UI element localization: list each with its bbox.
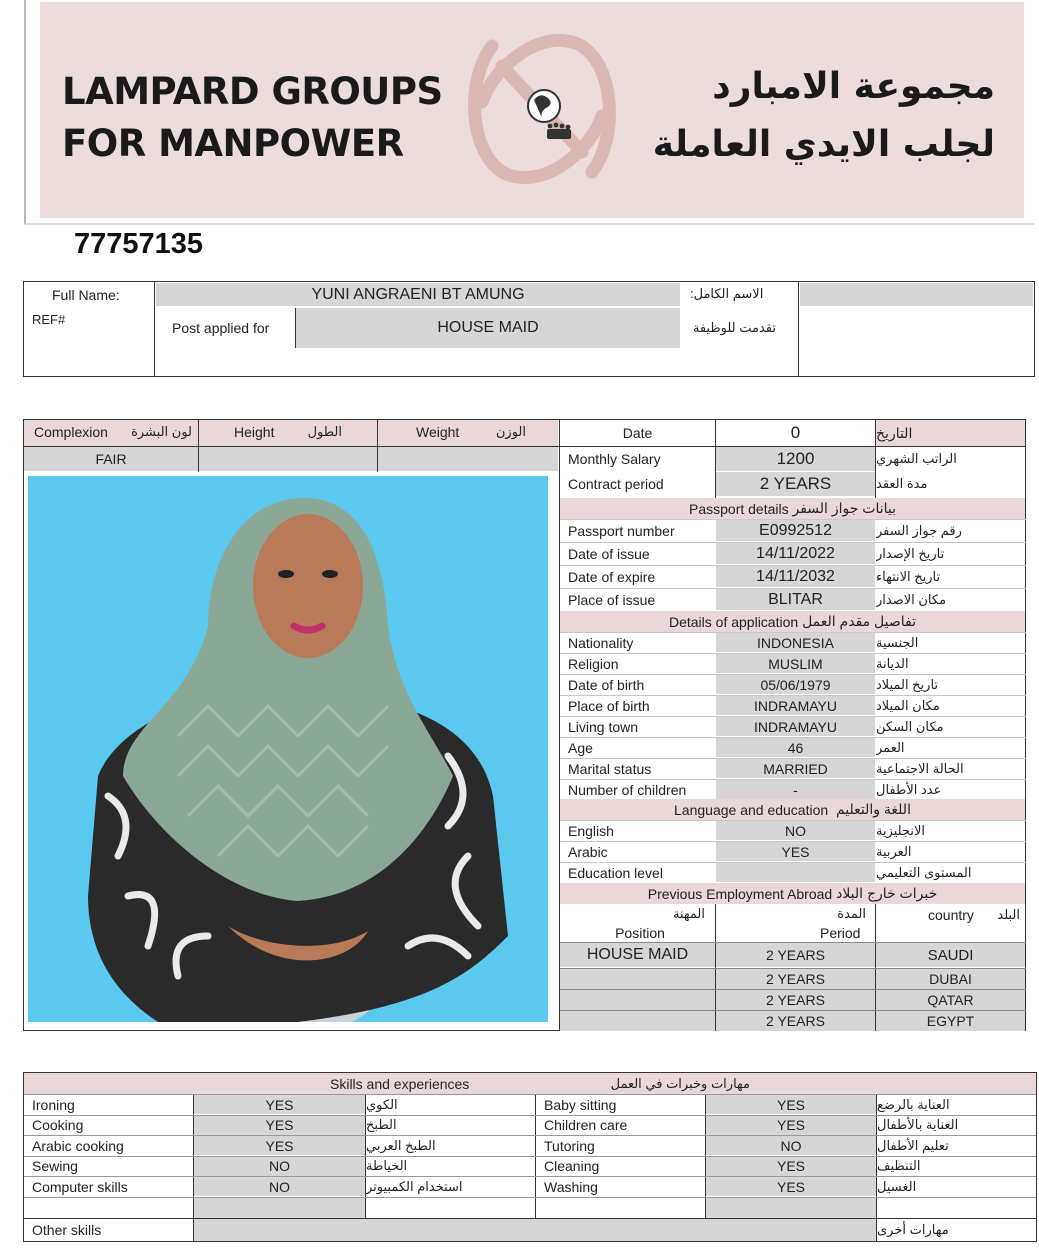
row-value: -: [716, 780, 875, 799]
period-label-emp: Period: [820, 925, 861, 941]
skill-label: Washing: [544, 1178, 598, 1195]
salary-label-ar: الراتب الشهري: [876, 451, 957, 466]
skill-label-ar: الطبخ العربي: [366, 1137, 436, 1153]
row-label: Passport number: [568, 522, 675, 539]
skill-value: YES: [706, 1095, 876, 1114]
row-label-ar: مكان الميلاد: [876, 697, 940, 713]
employment-country: QATAR: [876, 990, 1025, 1010]
skill-value: NO: [706, 1136, 876, 1155]
applicant-photo: [28, 476, 548, 1022]
language-section-title: Language and education اللغة والتعليم: [560, 799, 1025, 820]
reference-number: 77757135: [74, 228, 204, 260]
row-label: Number of children: [568, 781, 687, 798]
skill-label-ar: الطبخ: [366, 1117, 397, 1133]
row-label-ar: تاريخ الميلاد: [876, 676, 939, 692]
skill-label: Sewing: [32, 1158, 78, 1175]
row-value: INDRAMAYU: [716, 696, 875, 715]
skill-value: NO: [194, 1177, 365, 1196]
skill-label: Children care: [544, 1117, 628, 1134]
row-label-ar: مكان السكن: [876, 718, 944, 734]
row-label-ar: المستوى التعليمي: [876, 864, 972, 880]
row-value: INDONESIA: [716, 633, 875, 652]
skill-label: Computer skills: [32, 1178, 128, 1195]
period-label-ar-emp: المدة: [837, 905, 866, 921]
complexion-label: Complexion: [34, 424, 108, 440]
employment-period: 2 YEARS: [716, 943, 875, 967]
row-label-ar: رقم جواز السفر: [876, 522, 962, 538]
date-value: 0: [790, 423, 801, 442]
row-label-ar: العمر: [876, 739, 905, 755]
full-name-value: YUNI ANGRAENI BT AMUNG: [156, 283, 680, 306]
row-value: 46: [716, 738, 875, 757]
row-label-ar: الجنسية: [876, 634, 919, 650]
ref-label: REF#: [32, 311, 66, 327]
skill-label-ar: الخياطة: [366, 1158, 408, 1174]
row-label: Age: [568, 739, 593, 756]
row-value: INDRAMAYU: [716, 717, 875, 736]
row-value: 05/06/1979: [716, 675, 875, 694]
skill-value: YES: [706, 1116, 876, 1135]
skill-value: YES: [194, 1095, 365, 1114]
skill-label: Baby sitting: [544, 1096, 617, 1113]
skill-label: Cleaning: [544, 1158, 600, 1175]
complexion-label-ar: لون البشرة: [131, 424, 192, 439]
row-label: Education level: [568, 864, 663, 881]
row-label-ar: العربية: [876, 843, 912, 859]
employment-period: 2 YEARS: [716, 990, 875, 1010]
row-value: NO: [716, 821, 875, 840]
other-skills-label: Other skills: [32, 1222, 102, 1238]
skill-label: Tutoring: [544, 1137, 595, 1154]
period-label-ar: مدة العقد: [876, 476, 928, 491]
skill-label: Cooking: [32, 1117, 84, 1134]
height-value: [199, 447, 377, 471]
row-label-ar: الديانة: [876, 655, 909, 671]
full-name-label: Full Name:: [52, 287, 120, 303]
skill-label-ar: تعليم الأطفال: [877, 1137, 949, 1153]
period-value: 2 YEARS: [716, 472, 875, 496]
row-label-ar: مكان الاصدار: [876, 591, 947, 607]
applicant-section-title: Details of application تفاصيل مقدم العمل: [560, 611, 1025, 632]
row-label: Place of issue: [568, 591, 656, 608]
employment-country: EGYPT: [876, 1011, 1025, 1031]
post-label: Post applied for: [172, 320, 270, 336]
skills-title: Skills and experiences: [330, 1075, 470, 1092]
skill-label-ar: استخدام الكمبيوتر: [366, 1178, 463, 1194]
row-value: MUSLIM: [716, 654, 875, 673]
row-value: YES: [716, 842, 875, 861]
post-label-ar: تقدمت للوظيفة: [692, 320, 776, 335]
employment-country: DUBAI: [876, 969, 1025, 989]
full-name-label-ar: الاسم الكامل:: [690, 286, 764, 301]
row-label: Arabic: [568, 843, 608, 860]
employment-country: SAUDI: [876, 943, 1025, 967]
skill-label-ar: الغسيل: [877, 1178, 917, 1194]
row-value: [716, 863, 875, 882]
skill-label-ar: العناية بالرضع: [877, 1096, 950, 1112]
skill-label-ar: الكوي: [366, 1096, 398, 1112]
skill-label-ar: التنظيف: [877, 1158, 921, 1174]
row-value: MARRIED: [716, 759, 875, 778]
employment-position: [560, 1011, 715, 1031]
skill-label: Ironing: [32, 1096, 75, 1113]
skill-value: YES: [706, 1157, 876, 1176]
country-label-ar: البلد: [997, 907, 1020, 922]
weight-label-ar: الوزن: [495, 424, 526, 439]
row-label: Marital status: [568, 760, 652, 777]
skill-value: YES: [706, 1177, 876, 1196]
skill-label-ar: العناية بالأطفال: [877, 1117, 959, 1133]
company-name-ar: مجموعة الامبارد لجلب الايدي العاملة: [652, 66, 995, 165]
skill-label: Arabic cooking: [32, 1137, 124, 1154]
row-label: Nationality: [568, 634, 634, 651]
date-label-ar: التاريخ: [876, 420, 1025, 446]
other-skills-value: [194, 1219, 876, 1241]
row-label-ar: تاريخ الانتهاء: [876, 568, 941, 584]
employment-period: 2 YEARS: [716, 969, 875, 989]
complexion-value: FAIR: [24, 447, 198, 471]
height-label-ar: الطول: [307, 424, 342, 439]
salary-label: Monthly Salary: [568, 451, 661, 467]
position-label: Position: [615, 925, 665, 941]
row-label: English: [568, 822, 614, 839]
row-label-ar: الانجليزية: [876, 822, 926, 838]
position-label-ar: المهنة: [673, 905, 705, 921]
employment-position: HOUSE MAID: [560, 943, 715, 967]
post-value: HOUSE MAID: [296, 308, 680, 348]
row-label-ar: الحالة الاجتماعية: [876, 760, 964, 776]
row-label-ar: تاريخ الإصدار: [876, 545, 945, 561]
employment-section-title: Previous Employment Abroad خبرات خارج البلاد: [560, 883, 1025, 904]
row-value: 14/11/2022: [716, 543, 875, 564]
row-label: Date of birth: [568, 676, 645, 693]
country-label: country: [928, 907, 974, 923]
row-value: BLITAR: [716, 589, 875, 610]
company-name-en: LAMPARD GROUPS FOR MANPOWER: [62, 70, 443, 165]
skill-value: YES: [194, 1116, 365, 1135]
weight-label: Weight: [416, 424, 460, 440]
employment-position: [560, 969, 715, 989]
employment-period: 2 YEARS: [716, 1011, 875, 1031]
skill-value: YES: [194, 1136, 365, 1155]
period-label: Contract period: [568, 476, 664, 492]
passport-section-title: Passport details بيانات جواز السفر: [560, 498, 1025, 519]
height-label: Height: [234, 424, 275, 440]
date-label: Date: [622, 425, 653, 441]
row-label: Place of birth: [568, 697, 650, 714]
row-label-ar: عدد الأطفال: [876, 781, 942, 797]
row-label: Religion: [568, 655, 619, 672]
weight-value: [378, 447, 558, 471]
employment-position: [560, 990, 715, 1010]
skill-value: NO: [194, 1157, 365, 1176]
row-value: E0992512: [716, 520, 875, 541]
row-value: 14/11/2032: [716, 566, 875, 587]
salary-value: 1200: [716, 447, 875, 471]
row-label: Date of issue: [568, 545, 650, 562]
other-skills-label-ar: مهارات أخرى: [877, 1222, 949, 1237]
full-name-ar-value: [800, 283, 1033, 306]
row-label: Living town: [568, 718, 639, 735]
skills-title-ar: مهارات وخبرات في العمل: [610, 1075, 750, 1091]
row-label: Date of expire: [568, 568, 656, 585]
company-logo: [462, 26, 622, 192]
